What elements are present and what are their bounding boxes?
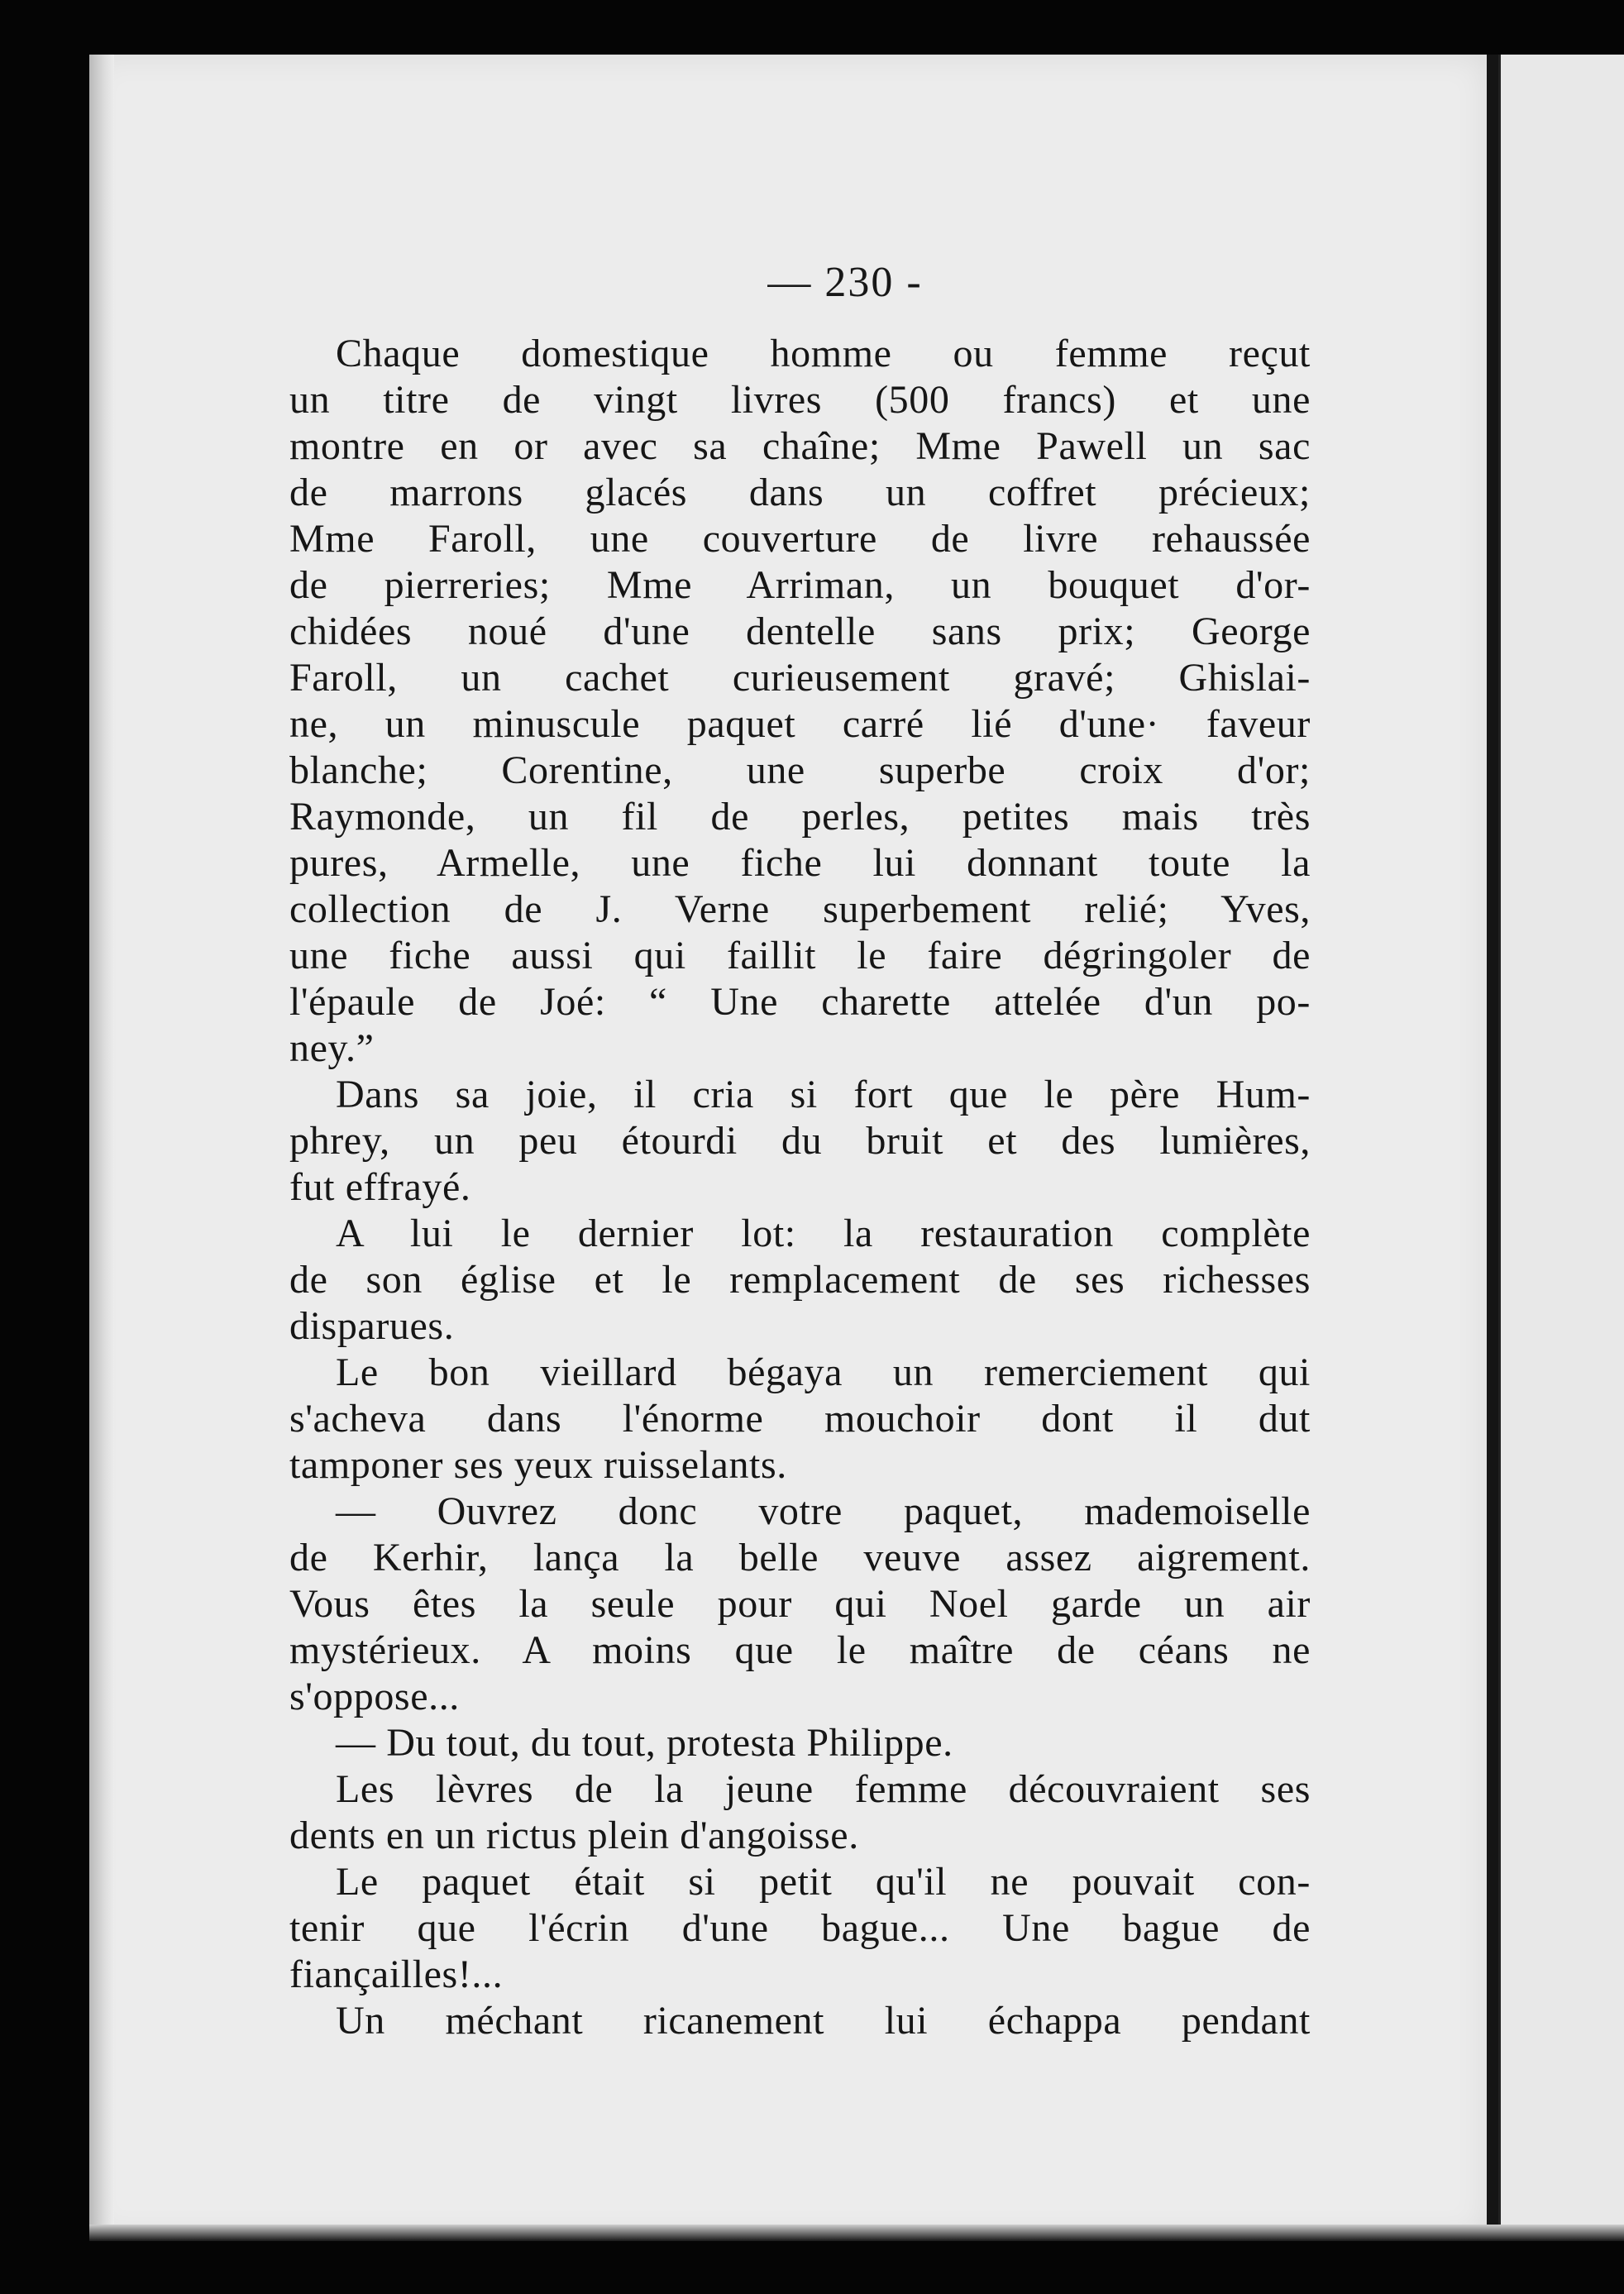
text-line: Un méchant ricanement lui échappa pendant xyxy=(336,1999,1311,2043)
text-line: s'oppose... xyxy=(289,1675,460,1718)
text-line: Chaque domestique homme ou femme reçut xyxy=(336,332,1311,375)
text-line: — Ouvrez donc votre paquet, mademoiselle xyxy=(336,1489,1311,1533)
text-line: Le paquet était si petit qu'il ne pouvait con- xyxy=(336,1860,1311,1904)
page-bottom-edge xyxy=(89,2225,1624,2241)
text-line: Mme Faroll, une couverture de livre rehaussée xyxy=(289,517,1311,561)
text-line: pures, Armelle, une fiche lui donnant toute la xyxy=(289,841,1311,885)
page-number: — 230 - xyxy=(767,259,923,306)
text-line: phrey, un peu étourdi du bruit et des lumières, xyxy=(289,1119,1311,1163)
text-line: de marrons glacés dans un coffret précieux; xyxy=(289,471,1311,514)
text-line: mystérieux. A moins que le maître de céans ne xyxy=(289,1628,1311,1672)
text-line: blanche; Corentine, une superbe croix d'or; xyxy=(289,748,1311,792)
text-line: chidées noué d'une dentelle sans prix; George xyxy=(289,609,1311,653)
text-line: de pierreries; Mme Arriman, un bouquet d'or- xyxy=(289,563,1311,607)
text-line: fiançailles!... xyxy=(289,1952,504,1996)
adjacent-page-edge xyxy=(1498,55,1624,2238)
text-line: fut effrayé. xyxy=(289,1165,471,1209)
text-line: une fiche aussi qui faillit le faire dégringoler de xyxy=(289,934,1311,977)
body-text xyxy=(289,331,1311,2044)
text-line: de Kerhir, lança la belle veuve assez aigrement. xyxy=(289,1536,1311,1580)
text-line: Faroll, un cachet curieusement gravé; Ghislai- xyxy=(289,656,1311,700)
text-line: de son église et le remplacement de ses richesses xyxy=(289,1258,1311,1302)
text-line: l'épaule de Joé: “ Une charette attelée d'un po- xyxy=(289,980,1311,1024)
text-line: Le bon vieillard bégaya un remerciement qui xyxy=(336,1350,1311,1394)
text-line: — Du tout, du tout, protesta Philippe. xyxy=(336,1721,953,1765)
text-line: un titre de vingt livres (500 francs) et une xyxy=(289,378,1311,422)
text-line: collection de J. Verne superbement relié; Yves, xyxy=(289,887,1311,931)
text-line: s'acheva dans l'énorme mouchoir dont il dut xyxy=(289,1397,1311,1441)
text-line: montre en or avec sa chaîne; Mme Pawell un sac xyxy=(289,424,1311,468)
text-line: tamponer ses yeux ruisselants. xyxy=(289,1443,787,1487)
text-line: Les lèvres de la jeune femme découvraient ses xyxy=(336,1767,1311,1811)
page-left-edge xyxy=(89,55,114,2238)
page-gutter xyxy=(1487,55,1498,2238)
text-line: Dans sa joie, il cria si fort que le père Hum- xyxy=(336,1073,1311,1116)
text-line: A lui le dernier lot: la restauration complète xyxy=(336,1212,1311,1255)
text-line: Raymonde, un fil de perles, petites mais très xyxy=(289,795,1311,839)
text-line: disparues. xyxy=(289,1304,455,1348)
text-line: Vous êtes la seule pour qui Noel garde un air xyxy=(289,1582,1311,1626)
text-line: ne, un minuscule paquet carré lié d'une· faveur xyxy=(289,702,1311,746)
text-line: dents en un rictus plein d'angoisse. xyxy=(289,1814,859,1857)
text-line: tenir que l'écrin d'une bague... Une bague de xyxy=(289,1906,1311,1950)
text-line: ney.” xyxy=(289,1026,375,1070)
